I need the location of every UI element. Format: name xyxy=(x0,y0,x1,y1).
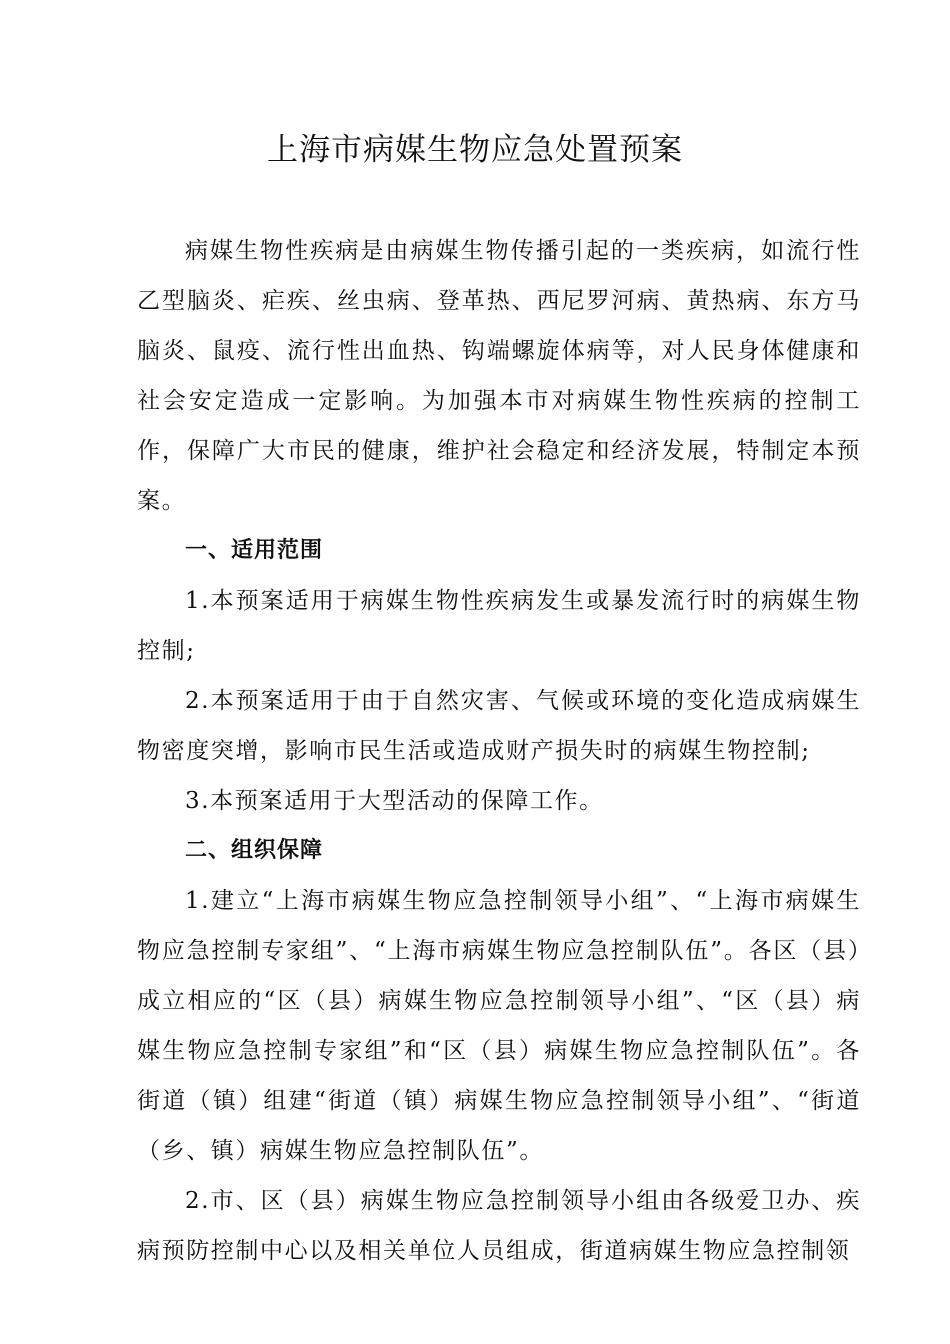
section-heading-organization: 二、组织保障 xyxy=(185,838,324,863)
scope-item-1: 1.本预案适用于病媒生物性疾病发生或暴发流行时的病媒生物控制; xyxy=(137,588,861,664)
scope-item-3: 3.本预案适用于大型活动的保障工作。 xyxy=(185,788,604,814)
organization-item-2: 2.市、区（县）病媒生物应急控制领导小组由各级爱卫办、疾病预防控制中心以及相关单位人员组成，街道病媒生物应急控制领 xyxy=(137,1188,861,1264)
intro-paragraph: 病媒生物性疾病是由病媒生物传播引起的一类疾病，如流行性乙型脑炎、疟疾、丝虫病、登革热、西尼罗河病、黄热病、东方马脑炎、鼠疫、流行性出血热、钩端螺旋体病等，对人民身体健康和社会安定造成一定影响。为加强本市对病媒生物性疾病的控制工作，保障广大市民的健康，维护社会稳定和经济发展，特制定本预案。 xyxy=(137,238,861,514)
document-body xyxy=(137,226,861,1276)
organization-item-1: 1.建立“上海市病媒生物应急控制领导小组”、“上海市病媒生物应急控制专家组”、“上海市病媒生物应急控制队伍”。各区（县）成立相应的“区（县）病媒生物应急控制领导小组”、“区（县）病媒生物应急控制专家组”和“区（县）病媒生物应急控制队伍”。各街道（镇）组建“街道（镇）病媒生物应急控制领导小组”、“街道（乡、镇）病媒生物应急控制队伍”。 xyxy=(137,888,861,1164)
document-title: 上海市病媒生物应急处置预案 xyxy=(267,132,683,168)
scope-item-2: 2.本预案适用于由于自然灾害、气候或环境的变化造成病媒生物密度突增，影响市民生活或造成财产损失时的病媒生物控制; xyxy=(137,688,861,764)
section-heading-scope: 一、适用范围 xyxy=(185,538,324,563)
